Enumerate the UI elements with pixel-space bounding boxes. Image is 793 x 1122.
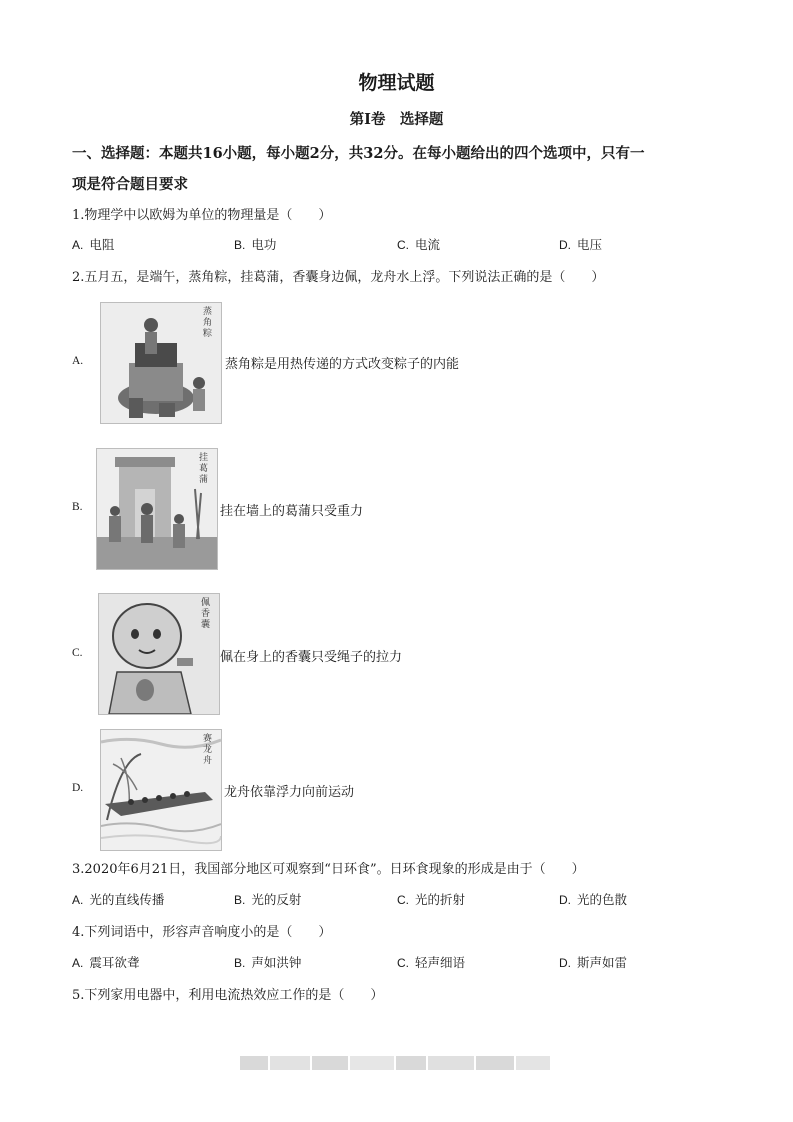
option-letter: D. [559,238,571,252]
q1-option-b[interactable] [234,235,276,253]
q2-option-b-text[interactable]: 挂在墙上的葛蒲只受重力 [220,504,364,519]
question-5-stem: 5.下列家用电器中，利用电流热效应工作的是（ ） [72,988,384,1003]
option-text: 震耳欲聋 [89,955,140,970]
q1-option-a[interactable] [72,235,114,253]
option-text: 斯声如雷 [577,955,628,970]
option-letter: C. [397,893,409,907]
option-letter: B. [234,238,246,252]
image-label: 佩香囊 [201,598,211,630]
q2-option-c-letter: C. [72,647,83,659]
q3-option-c[interactable] [397,890,465,908]
option-text: 电功 [251,237,277,252]
question-4-stem: 4.下列词语中，形容声音响度小的是（ ） [72,925,332,940]
option-letter: A. [72,893,84,907]
option-letter: B. [234,893,246,907]
q2-option-c-text[interactable]: 佩在身上的香囊只受绳子的拉力 [220,650,403,665]
image-label: 蒸角粽 [203,307,213,339]
q2-option-d-letter: D. [72,782,84,794]
option-letter: D. [559,956,571,970]
q2-option-b-letter: B. [72,501,83,513]
option-text: 轻声细语 [415,955,466,970]
q3-option-a[interactable] [72,890,164,908]
question-1-stem: 1.物理学中以欧姆为单位的物理量是（ ） [72,208,332,223]
option-letter: C. [397,956,409,970]
q4-option-a[interactable] [72,953,139,971]
option-text: 电流 [415,237,441,252]
section-heading-line1: 一、选择题：本题共16小题，每小题2分，共32分。在每小题给出的四个选项中，只有一 [72,145,645,162]
option-text: 光的色散 [577,892,628,907]
q1-option-c[interactable] [397,235,440,253]
option-letter: A. [72,238,84,252]
option-text: 光的折射 [415,892,466,907]
image-label: 挂葛蒲 [199,453,209,485]
q3-option-d[interactable] [559,890,627,908]
option-letter: C. [397,238,409,252]
hanging-calamus-illustration [96,448,218,570]
image-label: 赛龙舟 [203,734,213,766]
question-3-stem: 3.2020年6月21日，我国部分地区可观察到“日环食”。日环食现象的形成是由于（ ） [72,862,585,877]
q1-option-d[interactable] [559,235,602,253]
q4-option-c[interactable] [397,953,465,971]
q2-option-a-letter: A. [72,355,84,367]
option-letter: A. [72,956,84,970]
option-text: 光的直线传播 [89,892,165,907]
wearing-sachet-illustration [98,593,220,715]
q4-option-d[interactable] [559,953,627,971]
q2-option-d-text[interactable]: 龙舟依靠浮力向前运动 [224,785,355,800]
question-2-stem: 2.五月五，是端午，蒸角粽，挂葛蒲，香囊身边佩，龙舟水上浮。下列说法正确的是（ ） [72,270,605,285]
page-title: 物理试题 [358,72,435,94]
dragon-boat-illustration [100,729,222,851]
option-text: 光的反射 [251,892,302,907]
section-heading-line2: 项是符合题目要求 [72,176,188,193]
option-text: 电压 [577,237,603,252]
steaming-zongzi-illustration [100,302,222,424]
footer-watermark [240,1055,556,1069]
q2-option-a-text[interactable]: 蒸角粽是用热传递的方式改变粽子的内能 [225,357,460,372]
q4-option-b[interactable] [234,953,301,971]
option-letter: D. [559,893,571,907]
option-text: 电阻 [89,237,115,252]
section-subtitle: 第I卷 选择题 [349,111,444,128]
option-text: 声如洪钟 [251,955,302,970]
option-letter: B. [234,956,246,970]
q3-option-b[interactable] [234,890,301,908]
